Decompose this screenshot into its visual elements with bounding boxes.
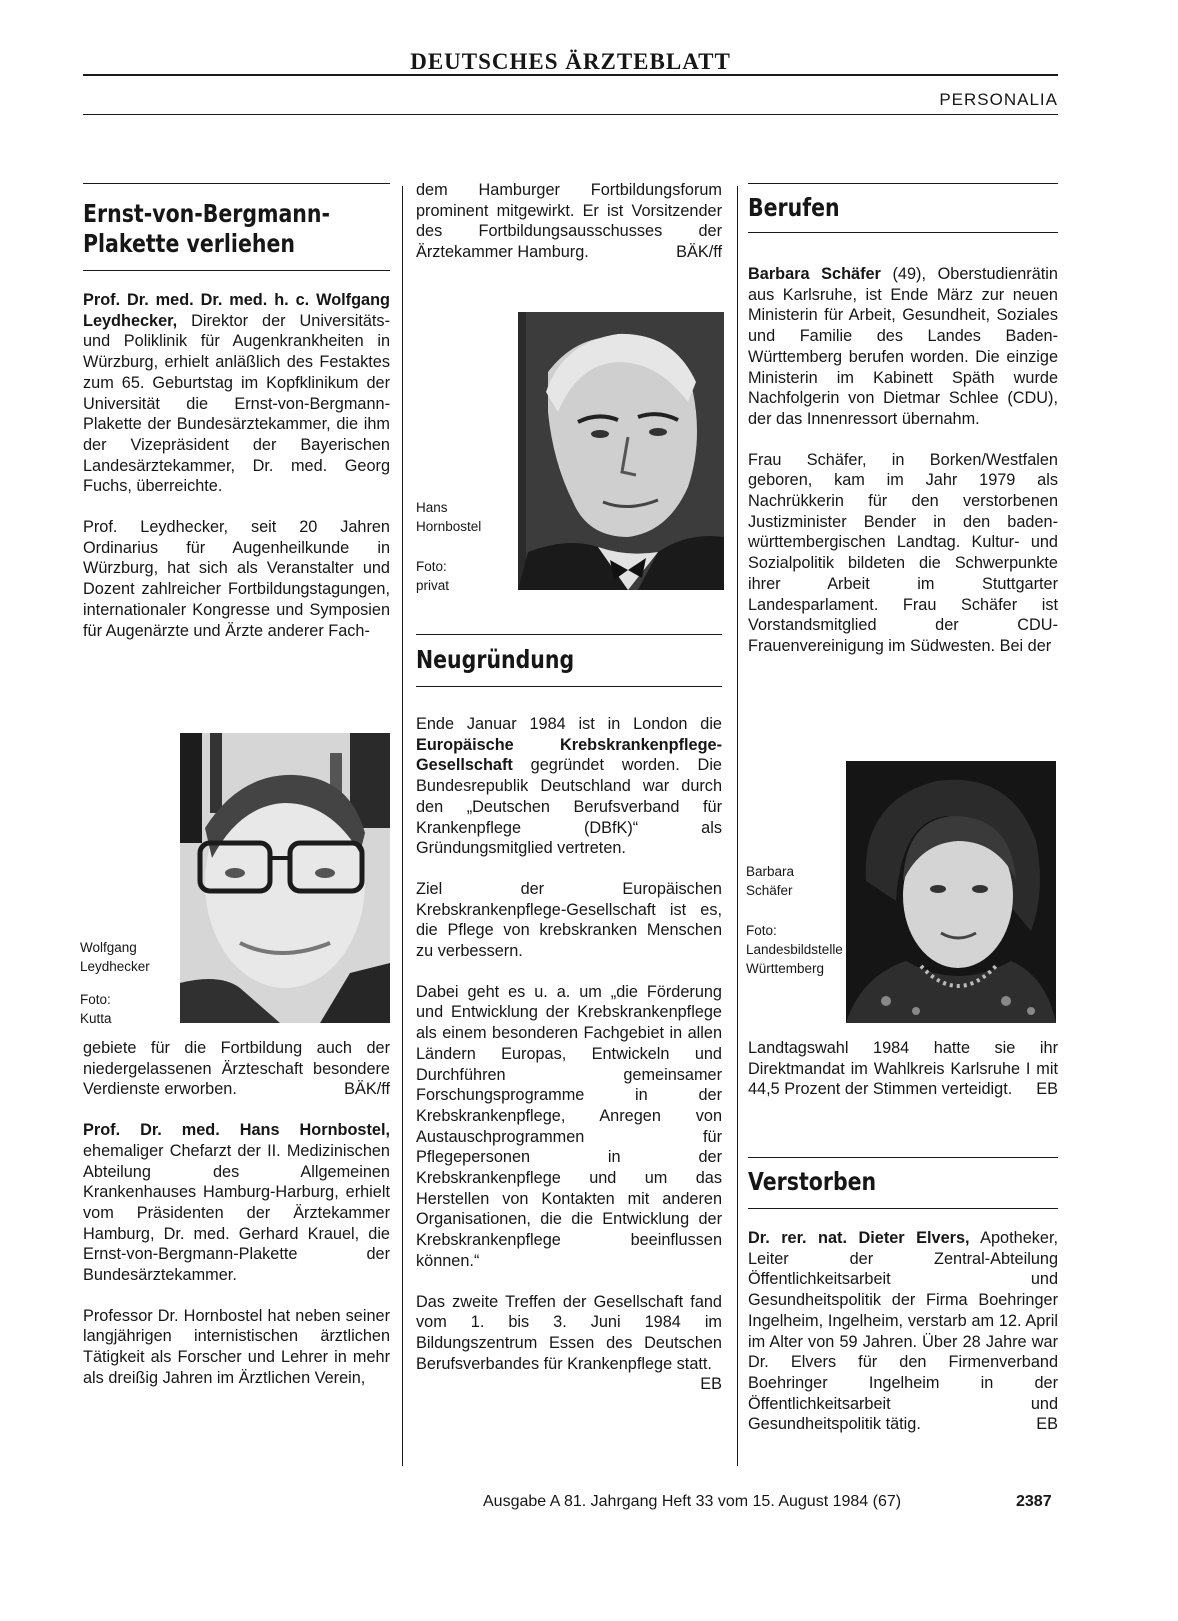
footer-page-number: 2387 [1016, 1493, 1052, 1510]
col2-text-bottom [416, 714, 722, 1395]
photo-caption-schaefer: Barbara Schäfer [746, 864, 795, 898]
col2-text-top [416, 180, 722, 263]
article-paragraph: Dr. rer. nat. Dieter Elvers, Apotheker, Leiter der Zentral-Abteilung Öffentlichkeitsarbeit und Gesundheitspolitik der Firma Boehringer Ingelheim, Ingelheim, verstarb am 12. April im Alter von 59 Jahren. Über 28 Jahre war Dr. Elvers für den Firmenverband Boehringer Ingelheim in der Öffentlichkeitsarbeit und Gesundheitspolitik tätig. EB [748, 1229, 1058, 1434]
article-paragraph: gebiete für die Fortbildung auch der niedergelassenen Ärzteschaft besondere Verdienste erworben. BÄK/ff [83, 1039, 390, 1099]
article-paragraph: Landtagswahl 1984 hatte sie ihr Direktmandat im Wahlkreis Karlsruhe I mit 44,5 Prozent der Stimmen verteidigt. EB [748, 1039, 1058, 1099]
photo-credit-hornbostel: Foto: privat [416, 559, 450, 593]
article-paragraph: Barbara Schäfer (49), Oberstudienrätin aus Karlsruhe, ist Ende März zur neuen Ministerin für Arbeit, Gesundheit, Soziales und Familie des Landes Baden-Württemberg berufen worden. Die einzige Ministerin im Kabinett Späth wurde Nachfolgerin von Dietmar Schlee (CDU), der das Innenressort übernahm. [748, 265, 1058, 428]
article-paragraph: dem Hamburger Fortbildungsforum prominent mitgewirkt. Er ist Vorsitzender des Fortbildungsausschusses der Ärztekammer Hamburg. BÄK/ff [416, 181, 722, 262]
masthead-rule [83, 74, 1058, 76]
heading-verstorben: Verstorben [748, 1167, 877, 1196]
heading-rule-top [83, 183, 390, 184]
signature: EB [700, 1375, 722, 1394]
signature: EB [1036, 1415, 1058, 1434]
heading-berufen: Berufen [748, 193, 840, 222]
column-divider [402, 186, 403, 1466]
signature: BÄK/ff [344, 1080, 390, 1099]
heading-rule-top [416, 634, 722, 635]
heading-rule-top [748, 1157, 1058, 1158]
footer-issue: Ausgabe A 81. Jahrgang Heft 33 vom 15. August 1984 (67) [483, 1493, 902, 1510]
section-label: PERSONALIA [939, 90, 1058, 109]
article-paragraph: Prof. Dr. med. Dr. med. h. c. Wolfgang Leydhecker, Direktor der Universitäts- und Poliklinik für Augenkrankheiten in Würzburg, erhielt anläßlich des Festaktes zum 65. Geburtstag im Kopfklinikum der Universität die Ernst-von-Bergmann-Plakette der Bundesärztekammer, die ihm der Vizepräsident der Bayerischen Landesärztekammer, Dr. med. Georg Fuchs, überreichte. [83, 291, 390, 496]
heading-rule-bottom [83, 270, 390, 271]
col3-text-top [748, 264, 1058, 657]
col3-text-bottom [748, 1228, 1058, 1435]
article-paragraph: Das zweite Treffen der Gesellschaft fand vom 1. bis 3. Juni 1984 im Bildungszentrum Essen des Deutschen Berufsverbandes für Krankenpflege statt. EB [416, 1292, 722, 1394]
col1-text-bottom [83, 1038, 390, 1389]
col1-text-top [83, 290, 390, 641]
signature: BÄK/ff [676, 243, 722, 262]
article-paragraph: Dabei geht es u. a. um „die Förderung und Entwicklung der Krebskrankenpflege als einem besonderen Fachgebiet in allen Ländern Europas, Entwickeln und Durchführen gemeinsamer Forschungsprogramme in der Krebskrankenpflege, Anregen von Austauschprogrammen für Pflegepersonen in der Krebskrankenpflege und um das Herstellen von Kontakten mit anderen Organisationen, die die Entwicklung der Krebskrankenpflege beeinflussen können.“ [416, 982, 722, 1270]
heading-rule-bottom [416, 686, 722, 687]
column-divider [737, 186, 738, 1466]
photo-hornbostel [518, 312, 724, 590]
article-paragraph: Prof. Leydhecker, seit 20 Jahren Ordinarius für Augenheilkunde in Würzburg, hat sich als Veranstalter und Dozent zahlreicher Fortbildungstagungen, internationaler Kongresse und Symposien für Augenärzte und Ärzte anderer Fach- [83, 518, 390, 640]
photo-caption-leydhecker: Wolfgang Leydhecker [80, 940, 150, 974]
article-paragraph: Ende Januar 1984 ist in London die Europäische Krebskrankenpflege-Gesellschaft gegründet worden. Die Bundesrepublik Deutschland war durch den „Deutschen Berufsverband für Krankenpflege (DBfK)“ als Gründungsmitglied vertreten. [416, 715, 722, 858]
photo-leydhecker [180, 733, 390, 1023]
article-paragraph: Prof. Dr. med. Hans Hornbostel, ehemaliger Chefarzt der II. Medizinischen Abteilung des Allgemeinen Krankenhauses Hamburg-Harburg, erhielt vom Präsidenten der Ärztekammer Hamburg, Dr. med. Gerhard Krauel, die Ernst-von-Bergmann-Plakette der Bundesärztekammer. [83, 1121, 390, 1285]
article-paragraph: Frau Schäfer, in Borken/Westfalen geboren, kam im Jahr 1979 als Nachrükkerin für den verstorbenen Justizminister Bender in den baden-württembergischen Landtag. Kultur- und Sozialpolitik bildeten die Schwerpunkte ihrer Arbeit im Stuttgarter Landesparlament. Frau Schäfer ist Vorstandsmitglied der CDU-Frauenvereinigung im Südwesten. Bei der [748, 450, 1058, 655]
heading-neugruendung: Neugründung [416, 645, 575, 674]
section-rule [83, 114, 1058, 115]
heading-rule-bottom [748, 1208, 1058, 1209]
heading-ernst-von-bergmann: Ernst-von-Bergmann- Plakette verliehen [83, 199, 330, 258]
photo-credit-schaefer: Foto: Landesbildstelle Württemberg [746, 923, 843, 976]
article-paragraph: Ziel der Europäischen Krebskrankenpflege-Gesellschaft ist es, die Pflege von krebskranken Menschen zu verbessern. [416, 879, 722, 961]
heading-rule-bottom [748, 232, 1058, 233]
photo-credit-leydhecker: Foto: Kutta [80, 992, 112, 1026]
col3-text-middle [748, 1038, 1058, 1100]
heading-rule-top [748, 183, 1058, 184]
masthead: DEUTSCHES ÄRZTEBLATT [410, 49, 731, 74]
photo-caption-hornbostel: Hans Hornbostel [416, 500, 482, 534]
photo-schaefer [846, 761, 1056, 1023]
article-paragraph: Professor Dr. Hornbostel hat neben seiner langjährigen internistischen ärztlichen Tätigkeit als Forscher und Lehrer in mehr als dreißig Jahren im Ärztlichen Verein, [83, 1306, 390, 1387]
signature: EB [1036, 1080, 1058, 1099]
